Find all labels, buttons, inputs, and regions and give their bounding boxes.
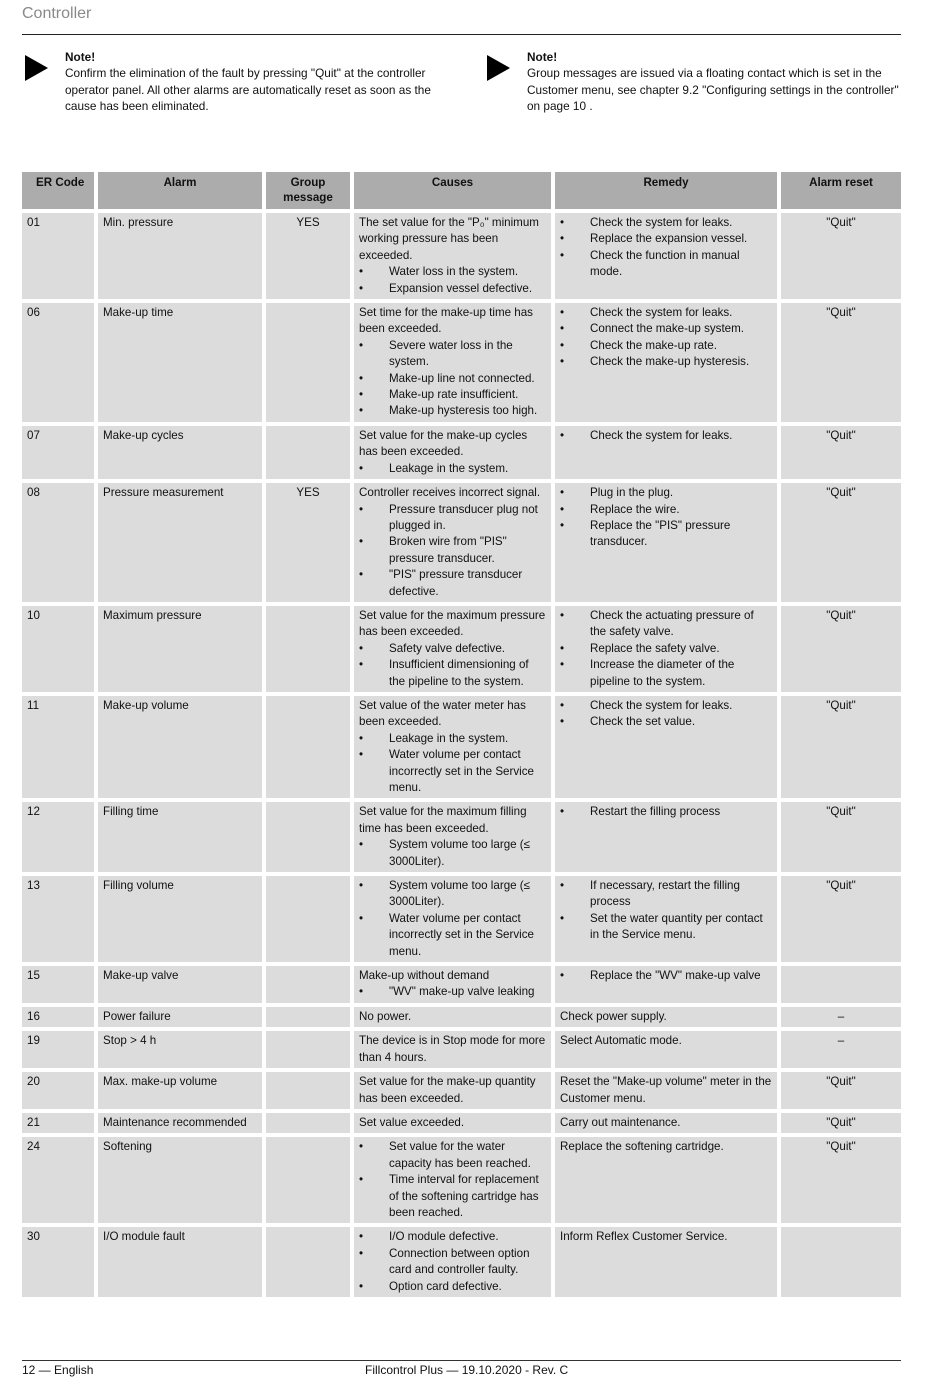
causes-cell-text: Set value for the make-up quantity has been exceeded. [359, 1075, 536, 1105]
causes-cell-list [359, 264, 546, 297]
alarm-reset-cell: "Quit" [777, 426, 901, 479]
group-message-cell [262, 1227, 350, 1297]
causes-cell-list [359, 837, 546, 870]
table-row [22, 426, 901, 479]
error-code-cell: 10 [22, 606, 94, 692]
error-code-cell: 20 [22, 1072, 94, 1109]
causes-cell [350, 696, 551, 798]
group-message-cell [262, 802, 350, 872]
table-row [22, 802, 901, 872]
list-item: • Check the actuating pressure of the safety valve. [560, 608, 772, 641]
list-item: • Replace the safety valve. [560, 641, 772, 657]
alarm-cell: Min. pressure [94, 213, 262, 299]
alarm-reset-cell: – [777, 1007, 901, 1027]
group-message-cell [262, 1007, 350, 1027]
alarm-cell: Filling volume [94, 876, 262, 962]
remedy-cell [551, 802, 777, 872]
causes-cell [350, 1007, 551, 1027]
causes-cell-text: The set value for the "P₀" minimum working pressure has been exceeded. [359, 216, 539, 262]
group-message-cell [262, 426, 350, 479]
error-code-cell: 21 [22, 1113, 94, 1133]
remedy-cell-list [560, 608, 772, 690]
list-item: • Leakage in the system. [359, 731, 546, 747]
list-item: • Expansion vessel defective. [359, 281, 546, 297]
footer-divider [22, 1360, 901, 1361]
document-info: Fillcontrol Plus — 19.10.2020 - Rev. C [365, 1363, 569, 1377]
alarm-reset-cell [777, 1227, 901, 1297]
list-item: • Plug in the plug. [560, 485, 772, 501]
alarm-reset-cell: "Quit" [777, 1137, 901, 1223]
list-item: • Connection between option card and controller faulty. [359, 1246, 546, 1279]
causes-cell [350, 1072, 551, 1109]
group-message-cell [262, 303, 350, 422]
causes-cell-list [359, 984, 546, 1000]
list-item: • Time interval for replacement of the softening cartridge has been reached. [359, 1172, 546, 1221]
remedy-cell [551, 1007, 777, 1027]
list-item: • "PIS" pressure transducer defective. [359, 567, 546, 600]
causes-cell [350, 426, 551, 479]
causes-cell [350, 303, 551, 422]
list-item: • Water loss in the system. [359, 264, 546, 280]
remedy-cell-text: Inform Reflex Customer Service. [560, 1230, 728, 1244]
error-code-cell: 01 [22, 213, 94, 299]
remedy-cell-list [560, 215, 772, 281]
column-header: Alarm reset [777, 172, 901, 209]
group-message-cell [262, 1113, 350, 1133]
remedy-cell [551, 426, 777, 479]
causes-cell-text: Set value for the make-up cycles has been exceeded. [359, 428, 528, 459]
list-item: • Check the system for leaks. [560, 698, 772, 714]
group-message-cell [262, 1031, 350, 1068]
alarm-cell: Max. make-up volume [94, 1072, 262, 1109]
alarm-reset-cell: "Quit" [777, 483, 901, 602]
causes-cell [350, 802, 551, 872]
group-message-cell [262, 1137, 350, 1223]
table-row [22, 1113, 901, 1133]
list-item: • Check the function in manual mode. [560, 248, 772, 281]
list-item: • System volume too large (≤ 3000Liter). [359, 878, 546, 911]
column-header: Group message [262, 172, 350, 209]
remedy-cell-text: Reset the "Make-up volume" meter in the Customer menu. [560, 1075, 772, 1105]
list-item: • Replace the wire. [560, 502, 772, 518]
error-code-cell: 19 [22, 1031, 94, 1068]
alarm-reset-cell: "Quit" [777, 606, 901, 692]
list-item: • I/O module defective. [359, 1229, 546, 1245]
group-message-cell [262, 1072, 350, 1109]
error-code-cell: 07 [22, 426, 94, 479]
table-row [22, 213, 901, 299]
error-code-cell: 08 [22, 483, 94, 602]
table-row [22, 1227, 901, 1297]
column-header: Remedy [551, 172, 777, 209]
causes-cell-list [359, 731, 546, 797]
causes-cell-text: Controller receives incorrect signal. [359, 486, 541, 500]
causes-cell [350, 1031, 551, 1068]
list-item: • Broken wire from "PIS" pressure transducer. [359, 534, 546, 567]
list-item: • Leakage in the system. [359, 461, 546, 477]
alarm-reset-cell [777, 966, 901, 1003]
list-item: • Water volume per contact incorrectly set in the Service menu. [359, 911, 546, 960]
remedy-cell [551, 696, 777, 798]
group-message-cell [262, 696, 350, 798]
error-code-cell: 11 [22, 696, 94, 798]
list-item: • Set the water quantity per contact in the Service menu. [560, 911, 772, 944]
error-code-table [22, 168, 901, 1301]
group-message-cell [262, 876, 350, 962]
error-code-cell: 16 [22, 1007, 94, 1027]
page-number: 12 — English [22, 1363, 94, 1377]
table-row [22, 303, 901, 422]
alarm-cell: Stop > 4 h [94, 1031, 262, 1068]
causes-cell-text: Set value exceeded. [359, 1115, 465, 1129]
causes-cell-text: The device is in Stop mode for more than 4 hours. [359, 1034, 546, 1064]
list-item: • Check the system for leaks. [560, 428, 772, 444]
table-body [22, 213, 901, 1297]
group-message-cell: YES [262, 213, 350, 299]
error-code-cell: 30 [22, 1227, 94, 1297]
group-message-cell: YES [262, 483, 350, 602]
note-title: Note! [527, 50, 558, 64]
causes-cell-text: Set value for the maximum pressure has been exceeded. [359, 608, 546, 639]
remedy-cell [551, 483, 777, 602]
table-row [22, 1007, 901, 1027]
table-row [22, 1137, 901, 1223]
alarm-cell: Make-up cycles [94, 426, 262, 479]
list-item: • Replace the "WV" make-up valve [560, 968, 772, 984]
list-item: • Check the system for leaks. [560, 215, 772, 231]
alarm-reset-cell: "Quit" [777, 213, 901, 299]
causes-cell-text: Set time for the make-up time has been exceeded. [359, 306, 533, 336]
causes-cell [350, 1227, 551, 1297]
remedy-cell-text: Select Automatic mode. [560, 1034, 682, 1048]
alarm-reset-cell: "Quit" [777, 1072, 901, 1109]
causes-cell-list [359, 878, 546, 960]
list-item: • Check the system for leaks. [560, 305, 772, 321]
causes-cell-text: Make-up without demand [359, 969, 490, 983]
remedy-cell-text: Carry out maintenance. [560, 1115, 681, 1129]
list-item: • System volume too large (≤ 3000Liter). [359, 837, 546, 870]
remedy-cell-list [560, 428, 772, 444]
column-header: Causes [350, 172, 551, 209]
causes-cell [350, 213, 551, 299]
error-code-cell: 15 [22, 966, 94, 1003]
remedy-cell-list [560, 305, 772, 371]
list-item: • Restart the filling process [560, 804, 772, 820]
causes-cell [350, 483, 551, 602]
alarm-reset-cell: "Quit" [777, 1113, 901, 1133]
table-row [22, 876, 901, 962]
alarm-cell: I/O module fault [94, 1227, 262, 1297]
remedy-cell-list [560, 878, 772, 944]
alarm-reset-cell: – [777, 1031, 901, 1068]
remedy-cell [551, 1031, 777, 1068]
error-code-cell: 12 [22, 802, 94, 872]
remedy-cell-list [560, 804, 772, 820]
list-item: • Connect the make-up system. [560, 321, 772, 337]
alarm-cell: Make-up valve [94, 966, 262, 1003]
alarm-cell: Maximum pressure [94, 606, 262, 692]
error-code-cell: 13 [22, 876, 94, 962]
list-item: • Make-up line not connected. [359, 371, 546, 387]
note-arrow-icon [487, 55, 510, 81]
table-row [22, 966, 901, 1003]
table-row [22, 1072, 901, 1109]
note-title: Note! [65, 50, 96, 64]
list-item: • Severe water loss in the system. [359, 338, 546, 371]
table-row [22, 483, 901, 602]
list-item: • Water volume per contact incorrectly set in the Service menu. [359, 747, 546, 796]
table-row [22, 1031, 901, 1068]
alarm-reset-cell: "Quit" [777, 876, 901, 962]
remedy-cell [551, 966, 777, 1003]
remedy-cell [551, 606, 777, 692]
list-item: • Check the make-up hysteresis. [560, 354, 772, 370]
alarm-reset-cell: "Quit" [777, 696, 901, 798]
remedy-cell [551, 1137, 777, 1223]
list-item: • Replace the "PIS" pressure transducer. [560, 518, 772, 551]
causes-cell [350, 876, 551, 962]
causes-cell-list [359, 1139, 546, 1221]
remedy-cell-list [560, 968, 772, 984]
list-item: • Check the make-up rate. [560, 338, 772, 354]
list-item: • If necessary, restart the filling process [560, 878, 772, 911]
list-item: • Insufficient dimensioning of the pipeline to the system. [359, 657, 546, 690]
list-item: • Replace the expansion vessel. [560, 231, 772, 247]
remedy-cell-text: Replace the softening cartridge. [560, 1140, 724, 1154]
group-message-cell [262, 606, 350, 692]
causes-cell-list [359, 461, 546, 477]
causes-cell-list [359, 502, 546, 600]
remedy-cell [551, 1227, 777, 1297]
list-item: • Pressure transducer plug not plugged in. [359, 502, 546, 535]
column-header: ER Code [22, 172, 94, 209]
remedy-cell-list [560, 485, 772, 551]
alarm-cell: Pressure measurement [94, 483, 262, 602]
column-header: Alarm [94, 172, 262, 209]
alarm-cell: Power failure [94, 1007, 262, 1027]
table-row [22, 696, 901, 798]
remedy-cell-text: Check power supply. [560, 1009, 667, 1023]
alarm-cell: Maintenance recommended [94, 1113, 262, 1133]
note-text: Group messages are issued via a floating contact which is set in the Customer menu, see chapter 9.2 "Configuring settings in the controller" on page 10 . [527, 66, 899, 114]
group-message-cell [262, 966, 350, 1003]
error-code-cell: 24 [22, 1137, 94, 1223]
causes-cell [350, 606, 551, 692]
remedy-cell [551, 213, 777, 299]
remedy-cell [551, 303, 777, 422]
causes-cell-list [359, 1229, 546, 1295]
list-item: • Increase the diameter of the pipeline to the system. [560, 657, 772, 690]
remedy-cell-list [560, 698, 772, 731]
causes-cell [350, 966, 551, 1003]
causes-cell [350, 1137, 551, 1223]
error-code-cell: 06 [22, 303, 94, 422]
causes-cell-list [359, 641, 546, 690]
list-item: • "WV" make-up valve leaking [359, 984, 546, 1000]
table-row [22, 606, 901, 692]
note-text: Confirm the elimination of the fault by pressing "Quit" at the controller operator panel. All other alarms are automatically reset as soon as the cause has been eliminated. [65, 66, 431, 114]
remedy-cell [551, 876, 777, 962]
alarm-cell: Make-up volume [94, 696, 262, 798]
list-item: • Check the set value. [560, 714, 772, 730]
note-arrow-icon [25, 55, 48, 81]
causes-cell [350, 1113, 551, 1133]
alarm-reset-cell: "Quit" [777, 303, 901, 422]
remedy-cell [551, 1072, 777, 1109]
alarm-reset-cell: "Quit" [777, 802, 901, 872]
list-item: • Set value for the water capacity has been reached. [359, 1139, 546, 1172]
note-block-2 [527, 49, 902, 115]
causes-cell-list [359, 338, 546, 420]
list-item: • Safety valve defective. [359, 641, 546, 657]
list-item: • Option card defective. [359, 1279, 546, 1295]
header-divider [22, 34, 901, 35]
list-item: • Make-up hysteresis too high. [359, 403, 546, 419]
list-item: • Make-up rate insufficient. [359, 387, 546, 403]
causes-cell-text: Set value for the maximum filling time has been exceeded. [359, 805, 527, 835]
table-header-row [22, 172, 901, 209]
alarm-cell: Softening [94, 1137, 262, 1223]
note-block-1 [65, 49, 445, 115]
causes-cell-text: Set value of the water meter has been exceeded. [359, 698, 526, 729]
alarm-cell: Filling time [94, 802, 262, 872]
causes-cell-text: No power. [359, 1009, 412, 1023]
alarm-cell: Make-up time [94, 303, 262, 422]
page-header-title: Controller [22, 5, 92, 22]
remedy-cell [551, 1113, 777, 1133]
